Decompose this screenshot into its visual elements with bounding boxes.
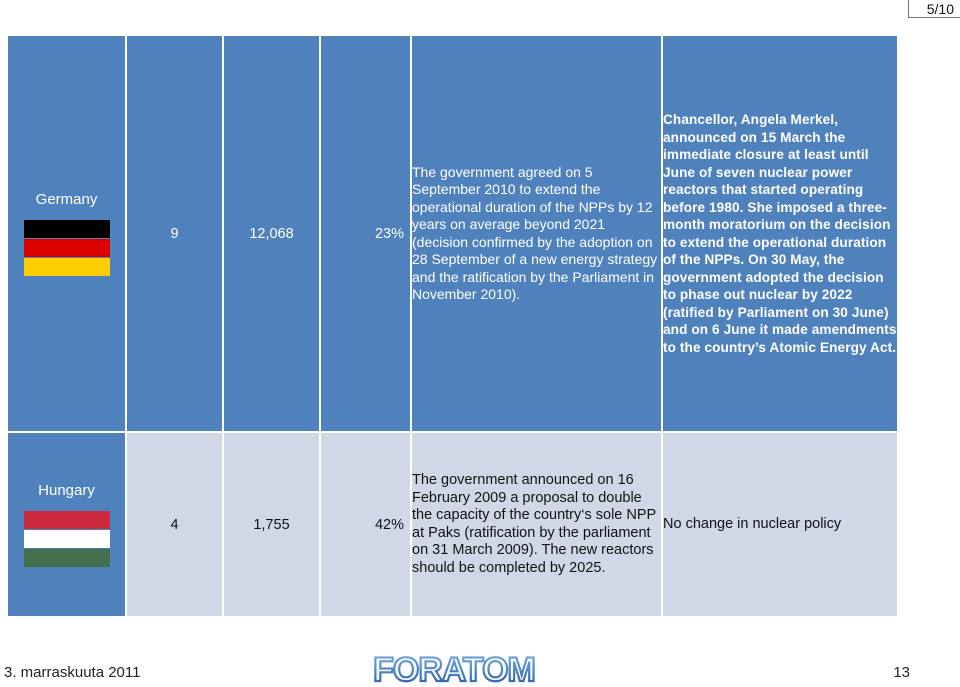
flag-stripe: [24, 239, 110, 257]
country-name: Germany: [35, 190, 98, 208]
capacity-mw: 12,068: [224, 36, 319, 431]
flag-stripe: [24, 530, 110, 548]
reactor-count: 9: [127, 36, 222, 431]
nuclear-policy-table: [6, 34, 899, 618]
country-cell-hungary: [8, 433, 125, 616]
slide-counter: 5/10: [908, 0, 960, 18]
footer-page-number: 13: [893, 664, 910, 681]
flag-stripe: [24, 549, 110, 567]
table-row-hungary: [8, 433, 897, 616]
policy-after: Chancellor, Angela Merkel, announced on 15 March the immediate closure at least until June of seven nuclear power reactors that started operating before 1980. She imposed a three-month moratorium on the decision to extend the operational duration of the NPPs. On 30 May, the government adopted the decision to phase out nuclear by 2022 (ratified by Parliament on 30 June) and on 6 June it made amendments to the country’s Atomic Energy Act.: [663, 36, 897, 431]
reactor-count: 4: [127, 433, 222, 616]
nuclear-share: 23%: [321, 36, 410, 431]
country-name: Hungary: [38, 481, 95, 499]
flag-stripe: [24, 258, 110, 276]
policy-before: The government announced on 16 February 2009 a proposal to double the capacity of the country‘s sole NPP at Paks (ratification by the parliament on 31 March 2009). The new reactors should be completed by 2025.: [412, 433, 661, 616]
hungary-flag-icon: [24, 511, 110, 567]
country-cell-germany: [8, 36, 125, 431]
germany-flag-icon: [24, 220, 110, 276]
capacity-mw: 1,755: [224, 433, 319, 616]
table-row-germany: [8, 36, 897, 431]
nuclear-share: 42%: [321, 433, 410, 616]
flag-stripe: [24, 511, 110, 529]
policy-after: No change in nuclear policy: [663, 433, 897, 616]
footer-date: 3. marraskuuta 2011: [4, 664, 141, 681]
foratom-logo: [353, 652, 555, 686]
flag-stripe: [24, 220, 110, 238]
policy-before: The government agreed on 5 September 2010 to extend the operational duration of the NPPs by 12 years on average beyond 2021 (decision confirmed by the adoption on 28 September of a new energy strategy and the ratification by the Parliament in November 2010).: [412, 36, 661, 431]
logo-text: FORATOM: [373, 652, 535, 686]
